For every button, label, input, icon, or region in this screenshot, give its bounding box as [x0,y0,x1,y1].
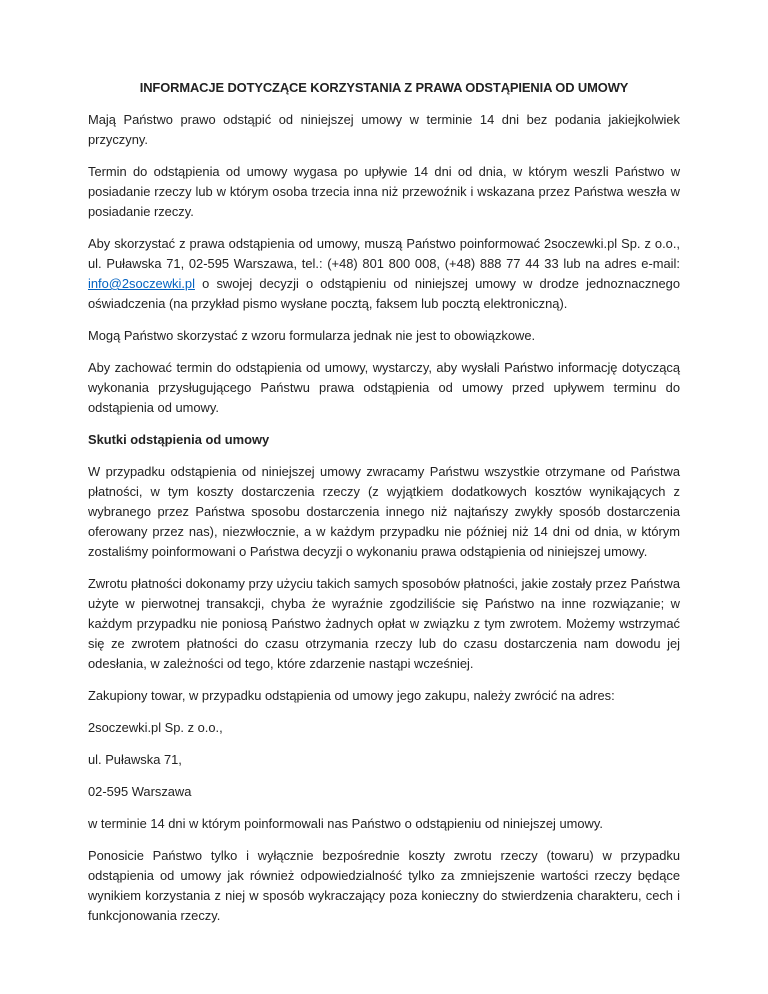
address-street: ul. Puławska 71, [88,752,182,767]
how-to-withdraw-text-end: o swojej decyzji o odstąpieniu od niniejszej umowy w drodze jednoznacznego oświadczenia (na przykład pismo wysłane pocztą, faksem lub pocztą elektroniczną). [88,276,680,311]
paragraph-return-deadline: w terminie 14 dni w którym poinformowali nas Państwo o odstąpieniu od niniejszej umowy. [88,816,603,831]
how-to-withdraw-text-start: Aby skorzystać z prawa odstąpienia od umowy, muszą Państwo poinformować 2soczewki.pl Sp. z o.o., ul. Puławska 71, 02-595 Warszawa, tel.: (+48) 801 800 008, (+48) 888 77 44 33 lub na adres e-mail: [88,236,680,271]
paragraph-right-to-withdraw: Mają Państwo prawo odstąpić od niniejszej umowy w terminie 14 dni bez podania jakiejkolwiek przyczyny. [88,112,680,147]
paragraph-form-optional: Mogą Państwo skorzystać z wzoru formularza jednak nie jest to obowiązkowe. [88,328,536,343]
address-company: 2soczewki.pl Sp. z o.o., [88,720,223,735]
section-heading-effects: Skutki odstąpienia od umowy [88,432,270,447]
address-city: 02-595 Warszawa [88,784,192,799]
document-title: INFORMACJE DOTYCZĄCE KORZYSTANIA Z PRAWA ODSTĄPIENIA OD UMOWY [139,80,629,95]
document-page [88,78,680,938]
paragraph-refund-method: Zwrotu płatności dokonamy przy użyciu takich samych sposobów płatności, jakie zostały przez Państwa użyte w pierwotnej transakcji, chyba że wyraźnie zgodziliście się Państwo na inne rozwiązanie; w każdym przypadku nie poniosą Państwo żadnych opłat w związku z tym zwrotem. Możemy wstrzymać się ze zwrotem płatności do czasu otrzymania rzeczy lub do czasu dostarczenia nam dowodu jej odesłania, w zależności od tego, które zdarzenie nastąpi wcześniej. [88,576,680,671]
email-link[interactable]: info@2soczewki.pl [88,276,195,291]
paragraph-return-address-intro: Zakupiony towar, w przypadku odstąpienia od umowy jego zakupu, należy zwrócić na adres: [88,688,615,703]
paragraph-refund: W przypadku odstąpienia od niniejszej umowy zwracamy Państwu wszystkie otrzymane od Państwa płatności, w tym koszty dostarczenia rzeczy (z wyjątkiem dodatkowych kosztów wynikających z wybranego przez Państwa sposobu dostarczenia innego niż najtańszy zwykły sposób dostarczenia oferowany przez nas), niezwłocznie, a w każdym przypadku nie później niż 14 dni od dnia, w którym zostaliśmy poinformowani o Państwa decyzji o wykonaniu prawa odstąpienia od niniejszej umowy. [88,464,680,559]
paragraph-withdrawal-deadline: Termin do odstąpienia od umowy wygasa po upływie 14 dni od dnia, w którym weszli Państwo w posiadanie rzeczy lub w którym osoba trzecia inna niż przewoźnik i wskazana przez Państwa weszła w posiadanie rzeczy. [88,164,680,219]
paragraph-keep-deadline: Aby zachować termin do odstąpienia od umowy, wystarczy, aby wysłali Państwo informację dotyczącą wykonania przysługującego Państwu prawa odstąpienia od umowy przed upływem terminu do odstąpienia od umowy. [88,360,680,415]
paragraph-return-costs: Ponosicie Państwo tylko i wyłącznie bezpośrednie koszty zwrotu rzeczy (towaru) w przypadku odstąpienia od umowy jak również odpowiedzialność tylko za zmniejszenie wartości rzeczy będące wynikiem korzystania z niej w sposób wykraczający poza konieczny do stwierdzenia charakteru, cech i funkcjonowania rzeczy. [88,848,680,923]
paragraph-how-to-withdraw [88,234,680,314]
